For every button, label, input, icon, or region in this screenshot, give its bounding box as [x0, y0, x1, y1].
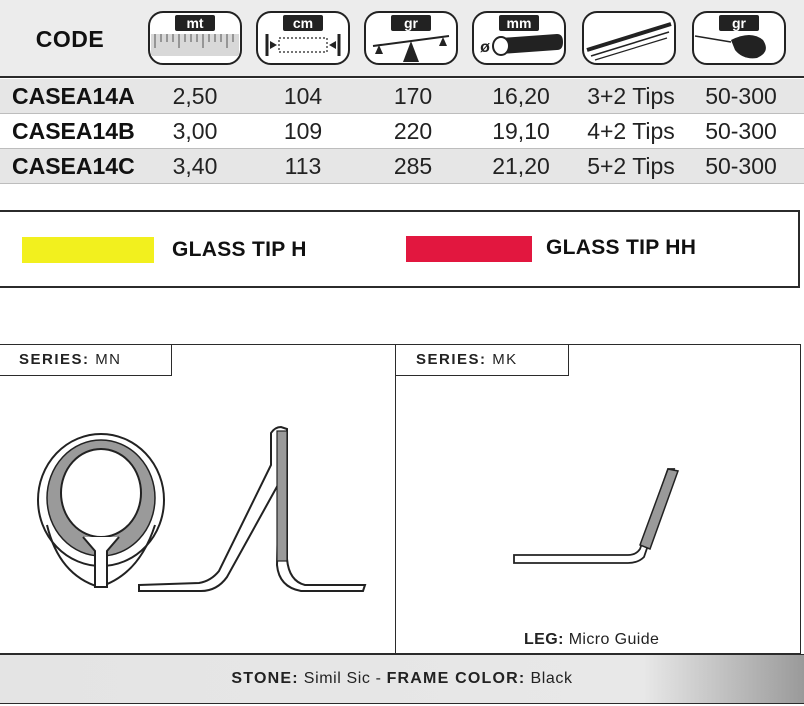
leg-label: LEG:	[524, 631, 564, 648]
row-transport: 104	[283, 83, 323, 109]
series-label: SERIES:	[416, 351, 487, 368]
table-row	[0, 114, 804, 148]
series-value: MK	[492, 351, 518, 368]
glass-tip-h-label: GLASS TIP H	[172, 238, 307, 261]
frame-color-label: FRAME COLOR:	[386, 670, 526, 687]
row-diameter: 19,10	[492, 118, 550, 144]
casting-weight-icon	[691, 10, 787, 66]
row-weight: 170	[393, 83, 433, 109]
series-mn-tab	[0, 344, 172, 376]
row-sections: 5+2 Tips	[587, 153, 675, 179]
series-mn-panel	[0, 344, 396, 654]
row-length: 3,40	[172, 153, 218, 179]
spec-footer	[0, 654, 804, 704]
frame-color-value: Black	[530, 670, 573, 687]
row-divider	[0, 183, 804, 184]
series-mk-tab	[395, 344, 569, 376]
row-casting: 50-300	[705, 118, 777, 144]
glass-tip-hh-label: GLASS TIP HH	[546, 236, 697, 259]
length-meter-icon	[147, 10, 243, 66]
unit-gr-casting-label: gr	[732, 15, 746, 31]
ring-guide-icon	[0, 345, 397, 655]
series-value: MN	[95, 351, 122, 368]
series-mk-panel	[395, 344, 801, 654]
row-diameter: 16,20	[492, 83, 550, 109]
row-transport: 109	[283, 118, 323, 144]
stone-label: STONE:	[231, 670, 299, 687]
row-code: CASEA14C	[12, 153, 135, 179]
tip-legend	[0, 210, 800, 288]
transport-length-icon	[255, 10, 351, 66]
header-divider	[0, 76, 804, 78]
leg-value: Micro Guide	[568, 631, 660, 648]
row-length: 3,00	[172, 118, 218, 144]
unit-cm-label: cm	[292, 15, 314, 31]
row-code: CASEA14B	[12, 118, 135, 144]
stone-value: Simil Sic	[303, 670, 371, 687]
micro-guide-icon	[396, 345, 802, 655]
unit-mm-label: mm	[506, 15, 532, 31]
row-casting: 50-300	[705, 153, 777, 179]
butt-diameter-icon	[471, 10, 567, 66]
row-diameter: 21,20	[492, 153, 550, 179]
series-label: SERIES:	[19, 351, 90, 368]
unit-gr-label: gr	[404, 15, 418, 31]
weight-scale-icon	[363, 10, 459, 66]
unit-mt-label: mt	[186, 15, 204, 31]
leg-note	[524, 631, 659, 649]
sections-tips-icon	[581, 10, 677, 66]
row-length: 2,50	[172, 83, 218, 109]
row-weight: 285	[393, 153, 433, 179]
footer-separator: -	[375, 670, 382, 687]
row-sections: 3+2 Tips	[587, 83, 675, 109]
row-transport: 113	[284, 153, 322, 179]
code-column-header: CODE	[35, 26, 105, 52]
table-row	[0, 79, 804, 113]
glass-tip-h-swatch	[22, 237, 154, 263]
row-sections: 4+2 Tips	[587, 118, 675, 144]
row-casting: 50-300	[705, 83, 777, 109]
diameter-symbol: ø	[480, 39, 490, 56]
row-weight: 220	[393, 118, 433, 144]
row-code: CASEA14A	[12, 83, 135, 109]
glass-tip-hh-swatch	[406, 236, 532, 262]
table-row	[0, 149, 804, 183]
